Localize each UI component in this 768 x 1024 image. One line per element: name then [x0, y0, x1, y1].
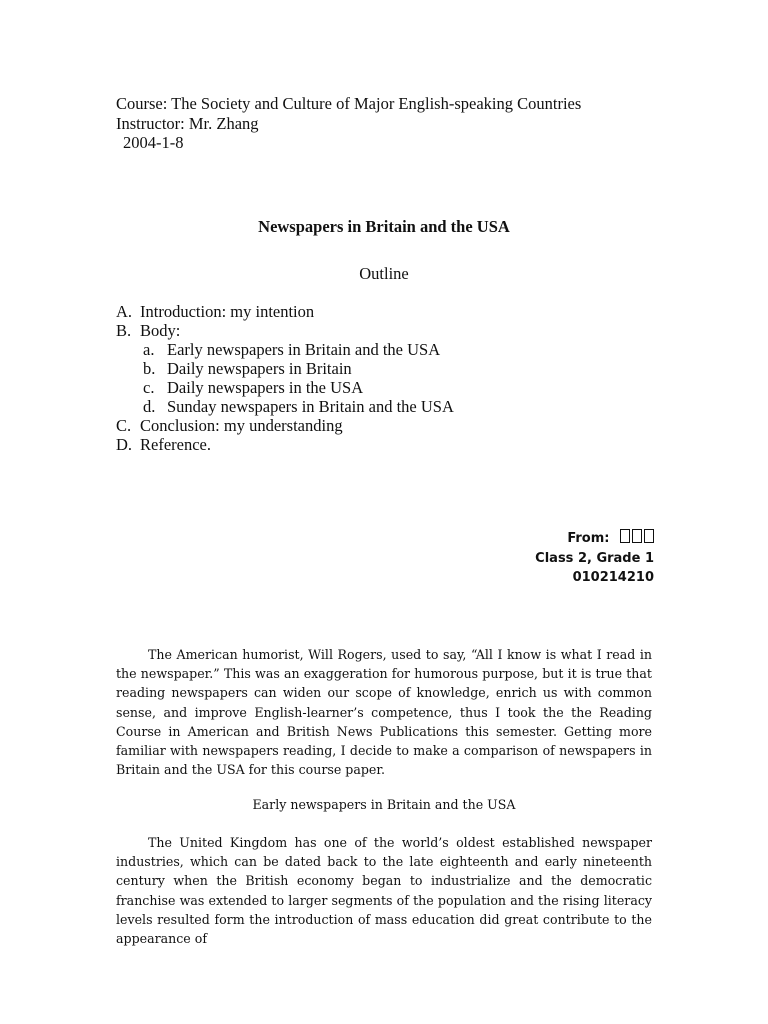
outline-item [116, 416, 454, 435]
outline-marker: B. [116, 321, 132, 340]
section-paragraph: The United Kingdom has one of the world’s oldest established newspaper industries, which can be dated back to the late eighteenth and early nineteenth century when the British economy began to industrialize and the democratic franchise was extended to larger segments of the population and the rising literacy levels resulted form the introduction of mass education did great contribute to the appearance of [116, 835, 652, 947]
outline-marker: A. [116, 302, 133, 321]
outline-text: Sunday newspapers in Britain and the USA [167, 397, 454, 416]
outline-subitem [116, 359, 454, 378]
author-class: Class 2, Grade 1 [535, 550, 654, 566]
outline-subitem [116, 340, 454, 359]
paper-title: Newspapers in Britain and the USA [258, 217, 510, 236]
outline-item [116, 302, 454, 321]
outline-marker: C. [116, 416, 132, 435]
outline-marker: b. [143, 359, 156, 378]
outline-marker: d. [143, 397, 156, 416]
author-id: 010214210 [572, 570, 654, 585]
date-line: 2004-1-8 [123, 133, 184, 152]
outline-text: Introduction: my intention [140, 302, 315, 321]
outline-subitem [116, 397, 454, 416]
outline-text: Reference. [140, 435, 211, 454]
intro-paragraph: The American humorist, Will Rogers, used to say, “All I know is what I read in the newspaper.” This was an exaggeration for humorous purpose, but it is true that reading newspapers can widen our scope of knowledge, enrich us with common sense, and improve English-learner’s competence, thus I took the the Reading Course in American and British News Publications this semester. Getting more familiar with newspapers reading, I decide to make a comparison of newspapers in Britain and the USA for this course paper. [116, 647, 652, 778]
outline-marker: D. [116, 435, 133, 454]
outline-text: Daily newspapers in the USA [167, 378, 364, 397]
outline-item [116, 321, 454, 340]
author-name-glyphs [618, 531, 654, 546]
outline-subitem [116, 378, 454, 397]
author-block [535, 529, 654, 588]
outline-heading: Outline [359, 264, 409, 283]
from-line [535, 529, 654, 549]
course-line: Course: The Society and Culture of Major English-speaking Countries [116, 94, 582, 113]
outline-list [116, 302, 454, 454]
section-heading: Early newspapers in Britain and the USA [252, 797, 516, 812]
outline-marker: a. [143, 340, 155, 359]
outline-item [116, 435, 454, 454]
outline-text: Conclusion: my understanding [140, 416, 343, 435]
outline-text: Early newspapers in Britain and the USA [167, 340, 441, 359]
instructor-line: Instructor: Mr. Zhang [116, 114, 259, 133]
from-label: From: [567, 531, 610, 546]
outline-text: Body: [140, 321, 181, 340]
outline-marker: c. [143, 378, 155, 397]
outline-text: Daily newspapers in Britain [167, 359, 352, 378]
